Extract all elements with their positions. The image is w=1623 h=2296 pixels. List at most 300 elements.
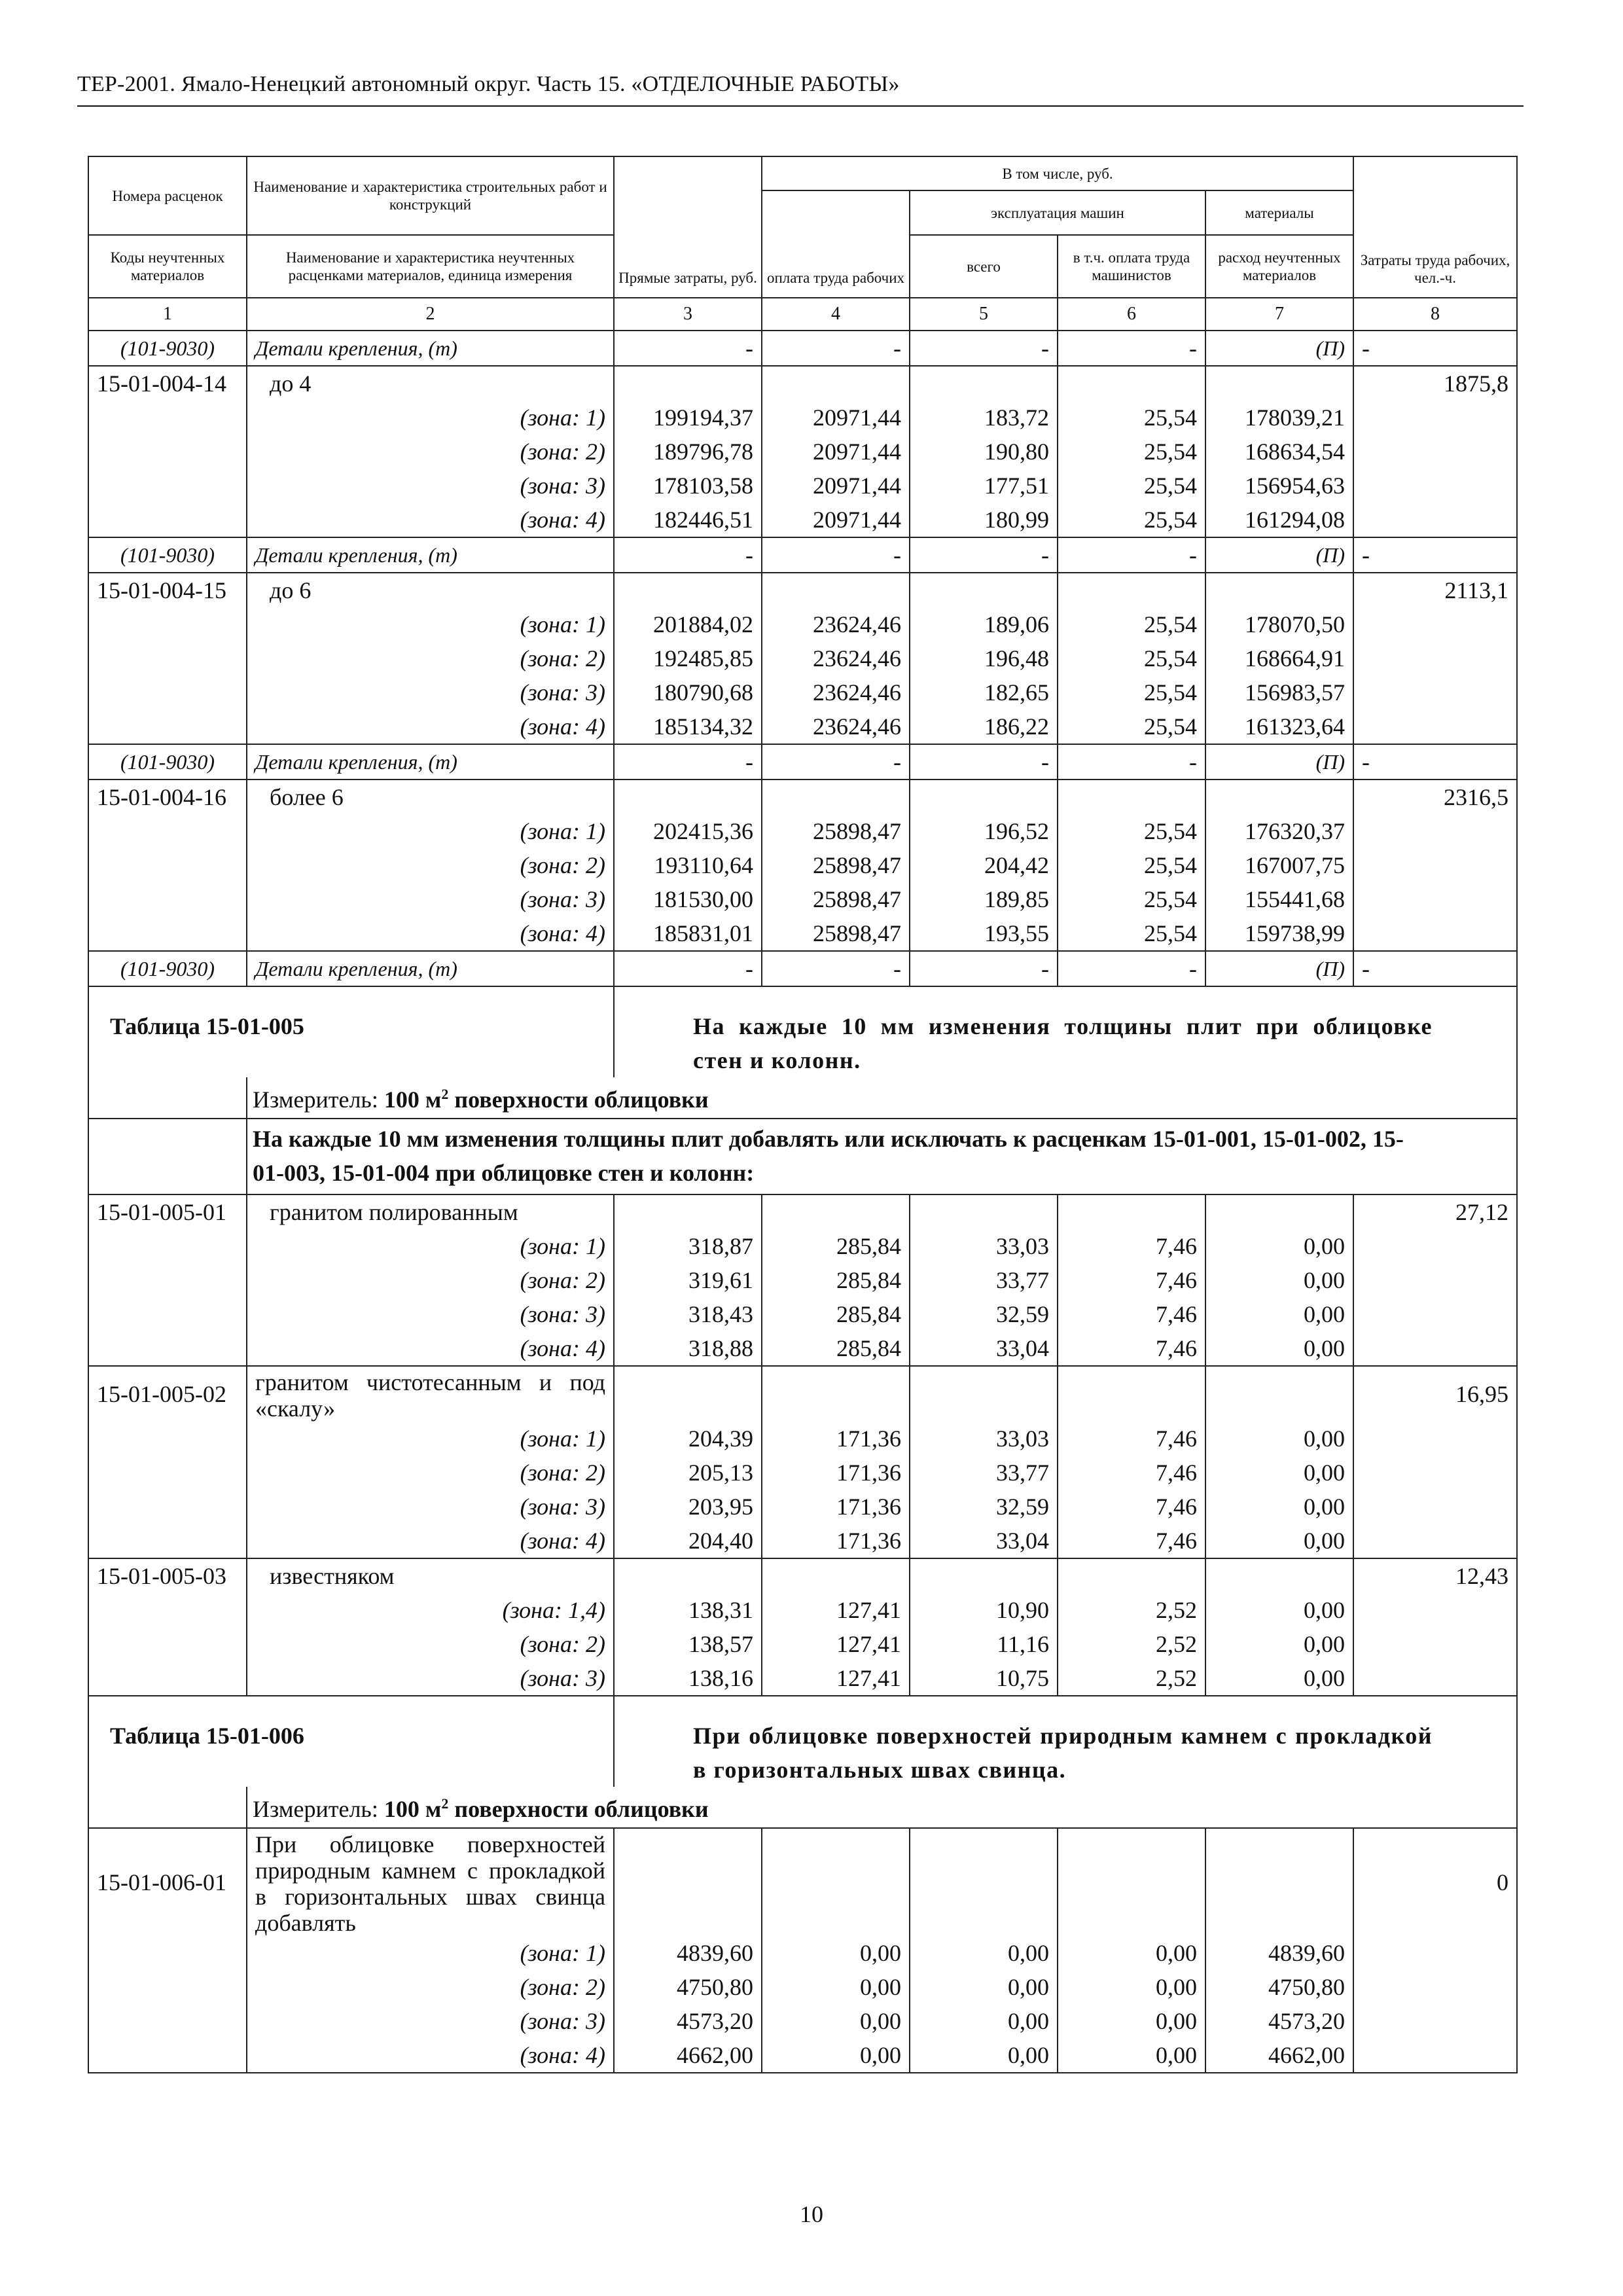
- zone-value: 25,54: [1058, 503, 1205, 537]
- zone-value: 25,54: [1058, 607, 1205, 641]
- zone-label: (зона: 2): [247, 848, 614, 882]
- zone-row: [88, 709, 1517, 744]
- empty-cell: [910, 1828, 1058, 1936]
- table-title: Таблица 15-01-006: [88, 1696, 614, 1787]
- empty-cell: [1353, 1331, 1517, 1366]
- empty-cell: [88, 1422, 247, 1456]
- empty-cell: [1353, 1661, 1517, 1696]
- meter-rest: поверхности облицовки: [454, 1796, 709, 1822]
- zone-row: [88, 1490, 1517, 1524]
- zone-value: 180,99: [910, 503, 1058, 537]
- zone-value: 32,59: [910, 1490, 1058, 1524]
- empty-cell: [88, 2004, 247, 2038]
- zone-value: 189,85: [910, 882, 1058, 916]
- meter-rest: поверхности облицовки: [454, 1086, 709, 1113]
- zone-row: [88, 1263, 1517, 1297]
- zone-value: 2,52: [1058, 1627, 1205, 1661]
- zone-value: 25,54: [1058, 401, 1205, 435]
- empty-cell: [1205, 1558, 1353, 1593]
- empty-cell: [614, 1828, 762, 1936]
- zone-value: 10,75: [910, 1661, 1058, 1696]
- zone-value: 0,00: [1205, 1456, 1353, 1490]
- empty-cell: [1058, 1194, 1205, 1229]
- zone-value: 23624,46: [762, 607, 910, 641]
- zone-value: 161323,64: [1205, 709, 1353, 744]
- zone-value: 25,54: [1058, 435, 1205, 469]
- material-value: -: [910, 537, 1058, 573]
- header-rule: [77, 105, 1524, 107]
- zone-value: 20971,44: [762, 469, 910, 503]
- zone-value: 167007,75: [1205, 848, 1353, 882]
- empty-cell: [88, 1593, 247, 1627]
- zone-value: 171,36: [762, 1422, 910, 1456]
- zone-value: 0,00: [1205, 1297, 1353, 1331]
- empty-cell: [762, 780, 910, 814]
- zone-value: 0,00: [1205, 1263, 1353, 1297]
- empty-cell: [88, 814, 247, 848]
- zone-value: 0,00: [910, 2038, 1058, 2073]
- zone-label: (зона: 4): [247, 1331, 614, 1366]
- empty-cell: [88, 1627, 247, 1661]
- rate-row: [88, 1558, 1517, 1593]
- zone-value: 11,16: [910, 1627, 1058, 1661]
- rate-name: гранитом полированным: [247, 1194, 614, 1229]
- material-value: -: [762, 537, 910, 573]
- zone-row: [88, 1936, 1517, 1970]
- empty-cell: [1205, 1194, 1353, 1229]
- empty-cell: [88, 882, 247, 916]
- zone-value: 33,04: [910, 1524, 1058, 1558]
- material-value: -: [1353, 744, 1517, 780]
- zone-value: 10,90: [910, 1593, 1058, 1627]
- column-number: 7: [1205, 298, 1353, 331]
- table-title: Таблица 15-01-005: [88, 986, 614, 1077]
- zone-value: 0,00: [1205, 1331, 1353, 1366]
- material-name: Детали крепления, (т): [247, 744, 614, 780]
- zone-row: [88, 1661, 1517, 1696]
- zone-value: 185134,32: [614, 709, 762, 744]
- labor-costs: 16,95: [1353, 1366, 1517, 1422]
- empty-cell: [88, 1077, 247, 1119]
- zone-value: 25,54: [1058, 641, 1205, 675]
- material-name: Детали крепления, (т): [247, 537, 614, 573]
- zone-value: 0,00: [1058, 1936, 1205, 1970]
- zone-value: 0,00: [1058, 1970, 1205, 2004]
- column-number: 6: [1058, 298, 1205, 331]
- zone-value: 25,54: [1058, 916, 1205, 951]
- empty-cell: [88, 1524, 247, 1558]
- table-title-row: [88, 1696, 1517, 1787]
- column-number-row: [88, 298, 1517, 331]
- zone-value: 161294,08: [1205, 503, 1353, 537]
- zone-label: (зона: 4): [247, 503, 614, 537]
- zone-label: (зона: 2): [247, 1456, 614, 1490]
- column-number: 1: [88, 298, 247, 331]
- zone-value: 183,72: [910, 401, 1058, 435]
- meter-row: [88, 1077, 1517, 1119]
- zone-row: [88, 1970, 1517, 2004]
- zone-value: 7,46: [1058, 1297, 1205, 1331]
- zone-value: 25898,47: [762, 814, 910, 848]
- empty-cell: [88, 469, 247, 503]
- empty-cell: [762, 1828, 910, 1936]
- empty-cell: [88, 1456, 247, 1490]
- material-code: (101-9030): [88, 744, 247, 780]
- zone-value: 156954,63: [1205, 469, 1353, 503]
- zone-label: (зона: 1): [247, 814, 614, 848]
- zone-value: 4662,00: [1205, 2038, 1353, 2073]
- material-value: -: [762, 744, 910, 780]
- zone-row: [88, 1297, 1517, 1331]
- zone-value: 33,77: [910, 1263, 1058, 1297]
- zone-label: (зона: 3): [247, 2004, 614, 2038]
- empty-cell: [1353, 1263, 1517, 1297]
- zone-value: 7,46: [1058, 1456, 1205, 1490]
- zone-row: [88, 848, 1517, 882]
- rate-name: гранитом чистотесанным и под «скалу»: [247, 1366, 614, 1422]
- header-machines: эксплуатация машин: [910, 190, 1205, 235]
- zone-value: 182,65: [910, 675, 1058, 709]
- empty-cell: [1353, 916, 1517, 951]
- empty-cell: [1353, 607, 1517, 641]
- zone-value: 196,48: [910, 641, 1058, 675]
- material-name: Детали крепления, (т): [247, 331, 614, 366]
- zone-value: 25898,47: [762, 848, 910, 882]
- zone-value: 0,00: [1205, 1661, 1353, 1696]
- empty-cell: [88, 848, 247, 882]
- material-name: Детали крепления, (т): [247, 951, 614, 986]
- zone-value: 7,46: [1058, 1422, 1205, 1456]
- zone-value: 204,39: [614, 1422, 762, 1456]
- empty-cell: [1353, 1970, 1517, 2004]
- zone-value: 0,00: [1205, 1524, 1353, 1558]
- zone-value: 0,00: [762, 1970, 910, 2004]
- material-value: -: [614, 744, 762, 780]
- rate-row: [88, 780, 1517, 814]
- empty-cell: [88, 435, 247, 469]
- zone-row: [88, 916, 1517, 951]
- zone-value: 176320,37: [1205, 814, 1353, 848]
- empty-cell: [88, 1936, 247, 1970]
- zone-row: [88, 503, 1517, 537]
- column-number: 5: [910, 298, 1058, 331]
- empty-cell: [1205, 573, 1353, 607]
- zone-row: [88, 814, 1517, 848]
- material-code: (101-9030): [88, 331, 247, 366]
- zone-value: 182446,51: [614, 503, 762, 537]
- zone-value: 156983,57: [1205, 675, 1353, 709]
- empty-cell: [1353, 1422, 1517, 1456]
- zone-value: 138,16: [614, 1661, 762, 1696]
- zone-value: 193,55: [910, 916, 1058, 951]
- rate-code: 15-01-005-03: [88, 1558, 247, 1593]
- empty-cell: [762, 366, 910, 401]
- empty-cell: [1353, 503, 1517, 537]
- empty-cell: [88, 1331, 247, 1366]
- empty-cell: [1058, 780, 1205, 814]
- zone-value: 168634,54: [1205, 435, 1353, 469]
- material-value: -: [762, 951, 910, 986]
- material-value: -: [1058, 744, 1205, 780]
- meter-row: [88, 1787, 1517, 1828]
- zone-value: 23624,46: [762, 641, 910, 675]
- zone-value: 0,00: [1205, 1593, 1353, 1627]
- zone-value: 25,54: [1058, 848, 1205, 882]
- zone-value: 33,04: [910, 1331, 1058, 1366]
- zone-value: 192485,85: [614, 641, 762, 675]
- material-value: -: [1353, 537, 1517, 573]
- empty-cell: [1058, 366, 1205, 401]
- material-code: (101-9030): [88, 537, 247, 573]
- zone-row: [88, 641, 1517, 675]
- zone-label: (зона: 4): [247, 2038, 614, 2073]
- zone-value: 0,00: [910, 1936, 1058, 1970]
- header-direct-costs: Прямые затраты, руб.: [614, 156, 762, 298]
- empty-cell: [1353, 435, 1517, 469]
- note-row: [88, 1119, 1517, 1194]
- header-in-total: В том числе, руб.: [762, 156, 1353, 190]
- material-row: [88, 951, 1517, 986]
- zone-value: 0,00: [762, 1936, 910, 1970]
- empty-cell: [1353, 814, 1517, 848]
- material-value: -: [614, 331, 762, 366]
- zone-row: [88, 1593, 1517, 1627]
- empty-cell: [1353, 848, 1517, 882]
- empty-cell: [1353, 1490, 1517, 1524]
- zone-value: 190,80: [910, 435, 1058, 469]
- empty-cell: [1353, 1524, 1517, 1558]
- empty-cell: [1353, 709, 1517, 744]
- rate-code: 15-01-006-01: [88, 1828, 247, 1936]
- empty-cell: [88, 401, 247, 435]
- zone-label: (зона: 4): [247, 916, 614, 951]
- zone-label: (зона: 4): [247, 1524, 614, 1558]
- zone-value: 168664,91: [1205, 641, 1353, 675]
- zone-value: 318,88: [614, 1331, 762, 1366]
- zone-value: 25,54: [1058, 882, 1205, 916]
- empty-cell: [1205, 780, 1353, 814]
- zone-value: 0,00: [1058, 2004, 1205, 2038]
- zone-value: 23624,46: [762, 709, 910, 744]
- zone-value: 32,59: [910, 1297, 1058, 1331]
- zone-row: [88, 607, 1517, 641]
- zone-value: 7,46: [1058, 1490, 1205, 1524]
- meter-sup: 2: [441, 1795, 449, 1812]
- empty-cell: [614, 366, 762, 401]
- zone-value: 25,54: [1058, 709, 1205, 744]
- empty-cell: [762, 573, 910, 607]
- zone-value: 4573,20: [614, 2004, 762, 2038]
- column-number: 3: [614, 298, 762, 331]
- header-materials: материалы: [1205, 190, 1353, 235]
- empty-cell: [88, 916, 247, 951]
- zone-value: 319,61: [614, 1263, 762, 1297]
- zone-value: 177,51: [910, 469, 1058, 503]
- rate-name: более 6: [247, 780, 614, 814]
- zone-value: 204,40: [614, 1524, 762, 1558]
- zone-label: (зона: 2): [247, 1970, 614, 2004]
- zone-value: 4839,60: [614, 1936, 762, 1970]
- zone-label: (зона: 1): [247, 1229, 614, 1263]
- empty-cell: [1353, 882, 1517, 916]
- labor-costs: 12,43: [1353, 1558, 1517, 1593]
- zone-value: 205,13: [614, 1456, 762, 1490]
- empty-cell: [614, 780, 762, 814]
- zone-label: (зона: 1): [247, 1422, 614, 1456]
- empty-cell: [614, 1558, 762, 1593]
- empty-cell: [88, 1970, 247, 2004]
- zone-row: [88, 882, 1517, 916]
- empty-cell: [1353, 1627, 1517, 1661]
- zone-value: 178039,21: [1205, 401, 1353, 435]
- zone-value: 7,46: [1058, 1263, 1205, 1297]
- zone-row: [88, 435, 1517, 469]
- zone-row: [88, 2004, 1517, 2038]
- zone-value: 171,36: [762, 1456, 910, 1490]
- empty-cell: [88, 709, 247, 744]
- zone-value: 33,03: [910, 1229, 1058, 1263]
- zone-label: (зона: 2): [247, 641, 614, 675]
- rate-name: до 4: [247, 366, 614, 401]
- zone-row: [88, 1456, 1517, 1490]
- material-value: -: [910, 744, 1058, 780]
- empty-cell: [1353, 641, 1517, 675]
- zone-row: [88, 1422, 1517, 1456]
- zone-value: 7,46: [1058, 1524, 1205, 1558]
- material-code: (101-9030): [88, 951, 247, 986]
- material-value: -: [614, 951, 762, 986]
- material-value: (П): [1205, 744, 1353, 780]
- rate-name: до 6: [247, 573, 614, 607]
- zone-value: 20971,44: [762, 401, 910, 435]
- table-note: На каждые 10 мм изменения толщины плит добавлять или исключать к расценкам 15-01-001, 15-01-002, 15-01-003, 15-01-004 при облицовке стен и колонн:: [247, 1119, 1517, 1194]
- rates-table-body: [88, 156, 1517, 2073]
- empty-cell: [1353, 1936, 1517, 1970]
- table-description: На каждые 10 мм изменения толщины плит при облицовке стен и колонн.: [614, 986, 1517, 1077]
- empty-cell: [910, 1366, 1058, 1422]
- labor-costs: 1875,8: [1353, 366, 1517, 401]
- column-number: 8: [1353, 298, 1517, 331]
- zone-value: 127,41: [762, 1593, 910, 1627]
- running-header: ТЕР-2001. Ямало-Ненецкий автономный округ. Часть 15. «ОТДЕЛОЧНЫЕ РАБОТЫ»: [77, 72, 900, 96]
- empty-cell: [1353, 2038, 1517, 2073]
- empty-cell: [1058, 573, 1205, 607]
- zone-value: 189,06: [910, 607, 1058, 641]
- empty-cell: [88, 2038, 247, 2073]
- empty-cell: [762, 1366, 910, 1422]
- meter-label: Измеритель:: [253, 1796, 378, 1822]
- zone-value: 25898,47: [762, 882, 910, 916]
- rate-name: известняком: [247, 1558, 614, 1593]
- column-number: 2: [247, 298, 614, 331]
- zone-value: 2,52: [1058, 1661, 1205, 1696]
- zone-value: 25,54: [1058, 675, 1205, 709]
- zone-label: (зона: 3): [247, 675, 614, 709]
- zone-value: 204,42: [910, 848, 1058, 882]
- empty-cell: [88, 1263, 247, 1297]
- meter-label: Измеритель:: [253, 1086, 378, 1113]
- zone-value: 189796,78: [614, 435, 762, 469]
- header-rate-numbers: Номера расценок: [88, 156, 247, 235]
- material-value: -: [1058, 951, 1205, 986]
- zone-value: 138,57: [614, 1627, 762, 1661]
- empty-cell: [88, 607, 247, 641]
- zone-value: 0,00: [762, 2004, 910, 2038]
- material-value: -: [910, 951, 1058, 986]
- zone-label: (зона: 4): [247, 709, 614, 744]
- zone-value: 201884,02: [614, 607, 762, 641]
- empty-cell: [1058, 1366, 1205, 1422]
- rate-row: [88, 366, 1517, 401]
- zone-value: 127,41: [762, 1627, 910, 1661]
- rate-code: 15-01-005-01: [88, 1194, 247, 1229]
- zone-value: 7,46: [1058, 1229, 1205, 1263]
- zone-value: 0,00: [910, 2004, 1058, 2038]
- rates-table: [88, 156, 1518, 2073]
- material-value: -: [1353, 951, 1517, 986]
- zone-value: 178070,50: [1205, 607, 1353, 641]
- zone-value: 25,54: [1058, 469, 1205, 503]
- empty-cell: [614, 573, 762, 607]
- zone-value: 180790,68: [614, 675, 762, 709]
- zone-value: 20971,44: [762, 435, 910, 469]
- header-codes: Коды неучтенных материалов: [88, 235, 247, 298]
- zone-value: 318,87: [614, 1229, 762, 1263]
- zone-label: (зона: 1): [247, 607, 614, 641]
- zone-value: 2,52: [1058, 1593, 1205, 1627]
- zone-value: 0,00: [1205, 1229, 1353, 1263]
- empty-cell: [1353, 1297, 1517, 1331]
- meter-value: 100 м: [383, 1086, 442, 1113]
- labor-costs: 0: [1353, 1828, 1517, 1936]
- empty-cell: [88, 1490, 247, 1524]
- rate-row: [88, 1828, 1517, 1936]
- empty-cell: [1205, 366, 1353, 401]
- labor-costs: 2316,5: [1353, 780, 1517, 814]
- zone-value: 203,95: [614, 1490, 762, 1524]
- empty-cell: [1353, 401, 1517, 435]
- rate-code: 15-01-004-14: [88, 366, 247, 401]
- header-operators-pay: в т.ч. оплата труда машинистов: [1058, 235, 1205, 298]
- rate-row: [88, 1194, 1517, 1229]
- zone-value: 159738,99: [1205, 916, 1353, 951]
- rate-code: 15-01-004-16: [88, 780, 247, 814]
- zone-row: [88, 2038, 1517, 2073]
- zone-value: 7,46: [1058, 1331, 1205, 1366]
- empty-cell: [1058, 1558, 1205, 1593]
- zone-label: (зона: 2): [247, 1263, 614, 1297]
- zone-value: 33,77: [910, 1456, 1058, 1490]
- zone-value: 186,22: [910, 709, 1058, 744]
- zone-value: 196,52: [910, 814, 1058, 848]
- zone-row: [88, 469, 1517, 503]
- zone-value: 25898,47: [762, 916, 910, 951]
- empty-cell: [910, 780, 1058, 814]
- zone-value: 199194,37: [614, 401, 762, 435]
- empty-cell: [88, 1787, 247, 1828]
- meter-text: [247, 1787, 1517, 1828]
- empty-cell: [910, 366, 1058, 401]
- rate-row: [88, 573, 1517, 607]
- zone-value: 33,03: [910, 1422, 1058, 1456]
- zone-value: 0,00: [1205, 1422, 1353, 1456]
- header-labor-pay: оплата труда рабочих: [762, 190, 910, 298]
- meter-value: 100 м: [383, 1796, 442, 1822]
- empty-cell: [614, 1366, 762, 1422]
- header-total: всего: [910, 235, 1058, 298]
- labor-costs: 2113,1: [1353, 573, 1517, 607]
- zone-label: (зона: 3): [247, 882, 614, 916]
